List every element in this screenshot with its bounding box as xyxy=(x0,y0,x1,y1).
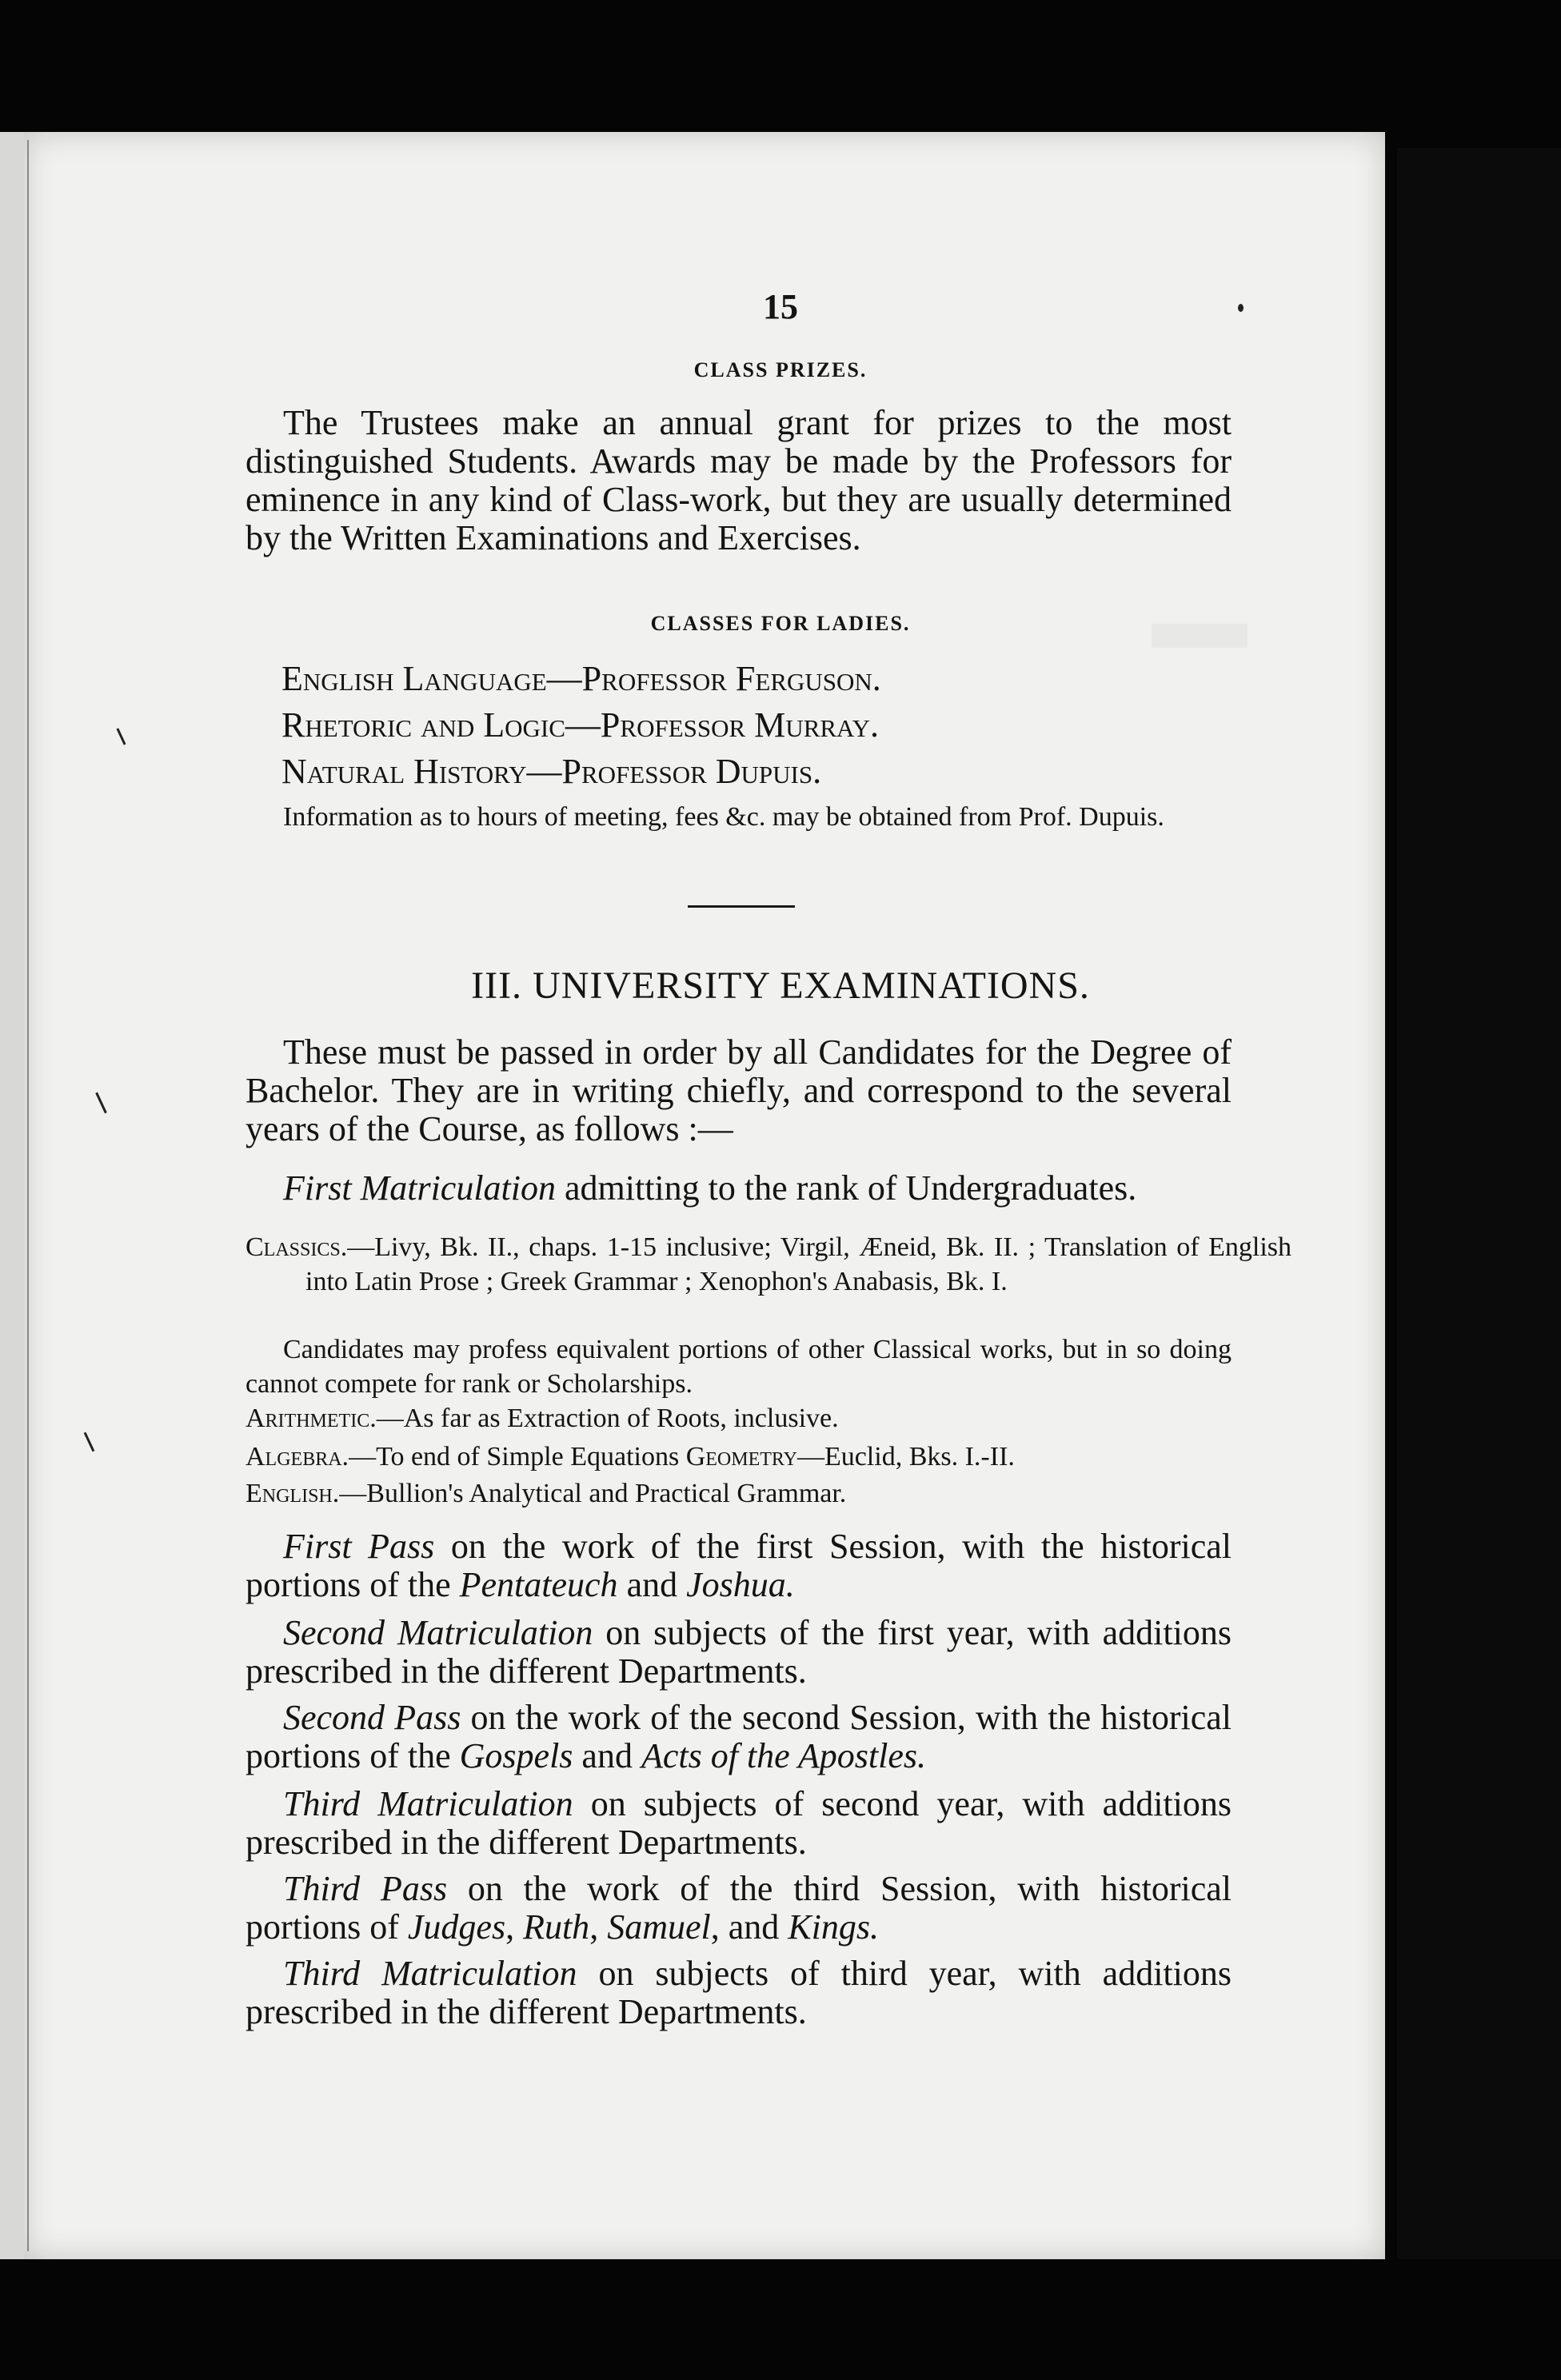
page-number: 15 xyxy=(763,287,798,326)
candidates-note: Candidates may profess equivalent portions of other Classical works, but in so doing cannot compete for rank or Scholarships. xyxy=(246,1335,1232,1399)
classics-entry xyxy=(246,1230,1292,1299)
book-title: Joshua. xyxy=(686,1565,795,1604)
third-matriculation-final-entry xyxy=(246,1955,1232,2031)
second-pass-title: Second Pass xyxy=(283,1698,461,1737)
conjunction: and xyxy=(617,1565,687,1604)
third-matriculation-final-title: Third Matriculation xyxy=(283,1954,577,1993)
geometry-text: —Euclid, Bks. I.-II. xyxy=(796,1442,1015,1472)
second-matriculation-entry xyxy=(246,1614,1232,1691)
third-matriculation-title: Third Matriculation xyxy=(283,1784,573,1823)
second-pass-text: on the work of the second Session, with the historical portions of the xyxy=(246,1698,1232,1775)
third-pass-title: Third Pass xyxy=(283,1869,448,1908)
class-prizes-paragraph: The Trustees make an annual grant for prizes to the most distinguished Students. Awards may be made by the Professors for eminence in any kind of Class-work, but they are usually determined by the Written Examinations and Exercises. xyxy=(246,403,1232,557)
book-title: Acts of the Apostles. xyxy=(641,1736,926,1775)
arithmetic-text: —As far as Extraction of Roots, inclusive. xyxy=(376,1404,839,1433)
class-prizes-heading: CLASS PRIZES. xyxy=(693,358,868,381)
first-pass-text: on the work of the first Session, with the historical portions of the xyxy=(246,1527,1232,1604)
ladies-class-item: English Language—Professor Ferguson. xyxy=(281,659,881,698)
book-title: Kings. xyxy=(788,1907,879,1947)
classics-label: Classics. xyxy=(246,1232,348,1262)
examinations-intro: These must be passed in order by all Candidates for the Degree of Bachelor. They are in writing chiefly, and correspond to the several years of the Course, as follows :— xyxy=(246,1032,1232,1148)
separator: , xyxy=(589,1907,608,1947)
english-text: —Bullion's Analytical and Practical Grammar. xyxy=(339,1479,847,1508)
third-matriculation-final-text: on subjects of third year, with additions prescribed in the different Departments. xyxy=(246,1954,1232,2031)
section-divider xyxy=(688,905,795,908)
first-matriculation-line xyxy=(246,1169,1232,1208)
algebra-geometry-entry xyxy=(246,1440,1232,1474)
second-pass-entry xyxy=(246,1699,1232,1775)
background-strip xyxy=(1397,148,1561,2259)
ladies-class-item: Rhetoric and Logic—Professor Murray. xyxy=(281,705,879,745)
book-title: Pentateuch xyxy=(459,1565,618,1604)
book-title: Samuel xyxy=(607,1907,711,1947)
algebra-label: Algebra. xyxy=(246,1442,349,1472)
first-pass-title: First Pass xyxy=(283,1527,435,1566)
classes-for-ladies-heading: CLASSES FOR LADIES. xyxy=(650,612,911,635)
geometry-label: Geometry xyxy=(685,1442,797,1472)
english-entry xyxy=(246,1476,1232,1511)
book-title: Gospels xyxy=(459,1736,573,1775)
ink-dot xyxy=(1238,304,1244,312)
arithmetic-label: Arithmetic. xyxy=(246,1404,377,1433)
third-matriculation-text: on subjects of second year, with additions prescribed in the different Departments. xyxy=(246,1784,1232,1862)
separator: , and xyxy=(710,1907,788,1947)
second-matriculation-title: Second Matriculation xyxy=(283,1613,593,1652)
ladies-class-item: Natural History—Professor Dupuis. xyxy=(281,752,822,791)
arithmetic-entry xyxy=(246,1401,1232,1436)
conjunction: and xyxy=(573,1736,641,1775)
separator: , xyxy=(505,1907,524,1947)
third-matriculation-entry xyxy=(246,1785,1232,1862)
second-matriculation-text: on subjects of the first year, with additions prescribed in the different Departments. xyxy=(246,1613,1232,1691)
book-title: Judges xyxy=(407,1907,506,1947)
classics-text: —Livy, Bk. II., chaps. 1-15 inclusive; Virgil, Æneid, Bk. II. ; Translation of English into Latin Prose ; Greek Grammar ; Xenophon's Anabasis, Bk. I. xyxy=(305,1232,1292,1296)
book-title: Ruth xyxy=(523,1907,590,1947)
ladies-information-note: Information as to hours of meeting, fees &c. may be obtained from Prof. Dupuis. xyxy=(283,802,1164,832)
first-matriculation-title: First Matriculation xyxy=(283,1168,556,1208)
third-pass-text: on the work of the third Session, with historical portions of xyxy=(246,1869,1232,1947)
english-label: English. xyxy=(246,1479,340,1508)
algebra-text: —To end of Simple Equations xyxy=(349,1442,680,1472)
first-matriculation-text: admitting to the rank of Undergraduates. xyxy=(556,1168,1137,1208)
first-pass-entry xyxy=(246,1527,1232,1604)
third-pass-entry xyxy=(246,1870,1232,1947)
spine-line xyxy=(27,140,29,2251)
section-heading: III. UNIVERSITY EXAMINATIONS. xyxy=(471,964,1090,1007)
